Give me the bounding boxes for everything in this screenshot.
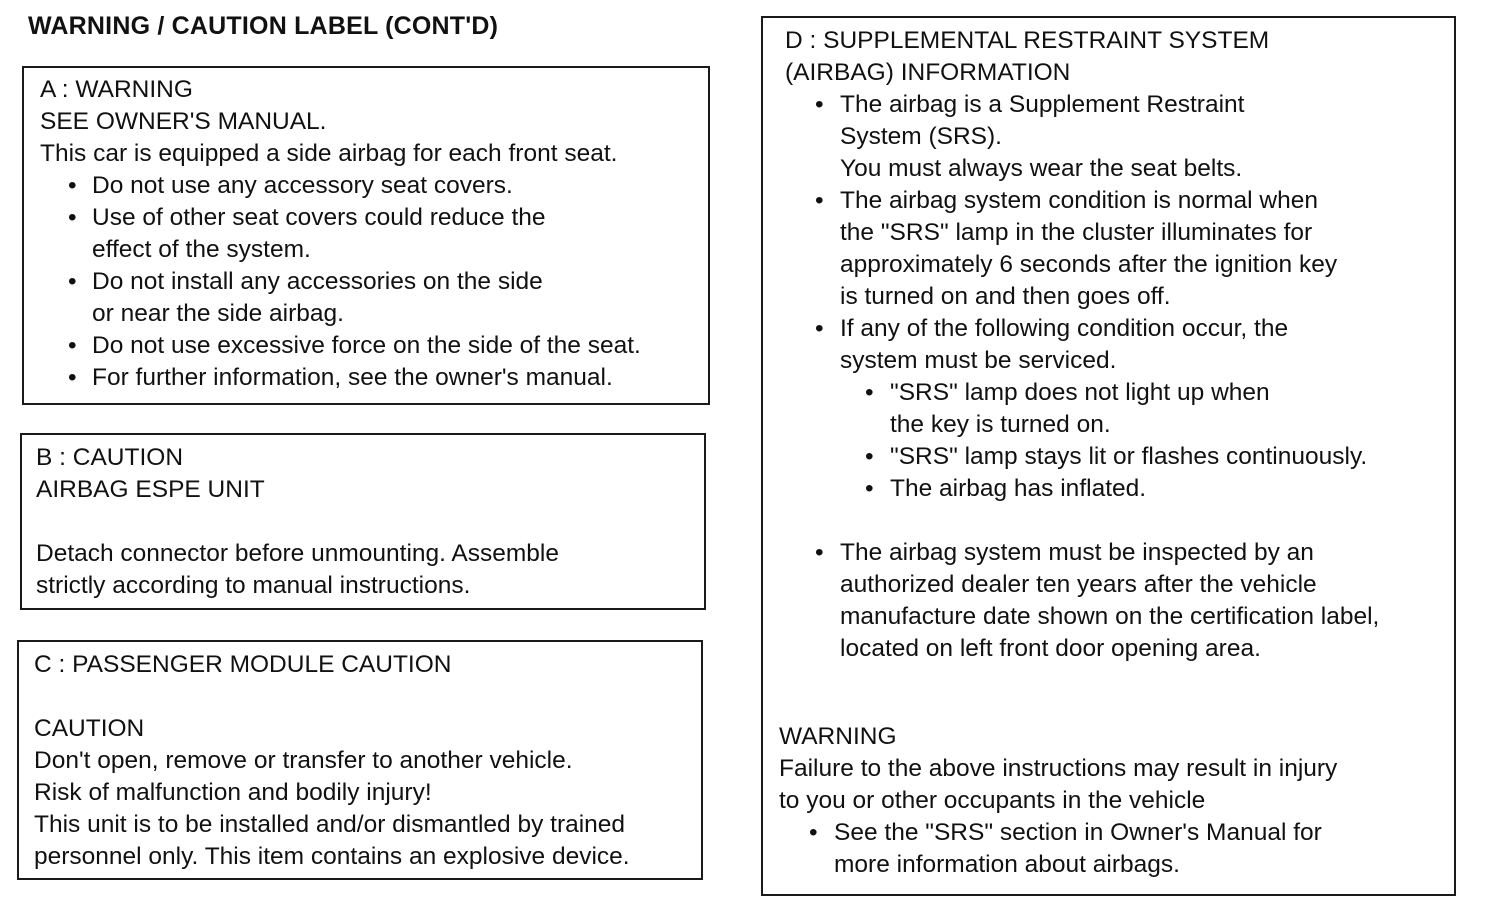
label-c-heading: C : PASSENGER MODULE CAUTION bbox=[34, 651, 452, 678]
list-item: • Do not install any accessories on the side bbox=[40, 266, 708, 298]
label-c-text: This unit is to be installed and/or dismantled by trained bbox=[34, 811, 626, 838]
label-c-text: Risk of malfunction and bodily injury! bbox=[34, 779, 432, 806]
sub-list-item-continuation: the key is turned on. bbox=[890, 411, 1111, 438]
list-item-continuation: more information about airbags. bbox=[834, 851, 1180, 878]
list-item: • For further information, see the owner's manual. bbox=[40, 362, 708, 394]
list-item: • If any of the following condition occur, the bbox=[785, 313, 1454, 345]
list-item-continuation: System (SRS). bbox=[840, 123, 1002, 150]
list-item-continuation: system must be serviced. bbox=[840, 347, 1117, 374]
list-item-continuation: effect of the system. bbox=[92, 236, 311, 263]
spacer bbox=[36, 506, 704, 538]
list-item-continuation: authorized dealer ten years after the vehicle bbox=[840, 571, 1317, 598]
label-d-warning-block bbox=[779, 721, 1454, 881]
spacer bbox=[785, 505, 1454, 537]
list-item: • Do not use excessive force on the side of the seat. bbox=[40, 330, 708, 362]
label-b-text: strictly according to manual instructions. bbox=[36, 572, 471, 599]
label-c-text: personnel only. This item contains an explosive device. bbox=[34, 843, 630, 870]
page-title: WARNING / CAUTION LABEL (CONT'D) bbox=[28, 12, 499, 40]
sub-list-item: • "SRS" lamp stays lit or flashes continuously. bbox=[785, 441, 1454, 473]
list-item-continuation: the "SRS" lamp in the cluster illuminates for bbox=[840, 219, 1313, 246]
label-c-text: Don't open, remove or transfer to another vehicle. bbox=[34, 747, 573, 774]
spacer bbox=[34, 681, 701, 713]
list-item-continuation: is turned on and then goes off. bbox=[840, 283, 1171, 310]
list-item: • The airbag is a Supplement Restraint bbox=[785, 89, 1454, 121]
list-item-continuation: or near the side airbag. bbox=[92, 300, 344, 327]
label-a-intro: This car is equipped a side airbag for each front seat. bbox=[40, 140, 618, 167]
list-item-continuation: manufacture date shown on the certification label, bbox=[840, 603, 1380, 630]
label-d-heading: (AIRBAG) INFORMATION bbox=[785, 59, 1071, 86]
caution-label-c bbox=[17, 640, 703, 880]
sub-list-item: • "SRS" lamp does not light up when bbox=[785, 377, 1454, 409]
label-d-warning-text: to you or other occupants in the vehicle bbox=[779, 787, 1206, 814]
list-item: • Use of other seat covers could reduce the bbox=[40, 202, 708, 234]
label-a-heading: A : WARNING bbox=[40, 76, 193, 103]
label-b-subheading: AIRBAG ESPE UNIT bbox=[36, 476, 265, 503]
label-b-heading: B : CAUTION bbox=[36, 444, 184, 471]
list-item-continuation: approximately 6 seconds after the ignition key bbox=[840, 251, 1338, 278]
label-c-caution: CAUTION bbox=[34, 715, 145, 742]
label-b-text: Detach connector before unmounting. Assemble bbox=[36, 540, 559, 567]
list-item-continuation: You must always wear the seat belts. bbox=[840, 155, 1243, 182]
list-item-continuation: located on left front door opening area. bbox=[840, 635, 1261, 662]
list-item: • Do not use any accessory seat covers. bbox=[40, 170, 708, 202]
label-d-warning-text: Failure to the above instructions may result in injury bbox=[779, 755, 1338, 782]
label-a-subheading: SEE OWNER'S MANUAL. bbox=[40, 108, 327, 135]
list-item: • The airbag system must be inspected by an bbox=[785, 537, 1454, 569]
caution-label-b bbox=[20, 433, 706, 610]
list-item: • The airbag system condition is normal when bbox=[785, 185, 1454, 217]
label-d-heading: D : SUPPLEMENTAL RESTRAINT SYSTEM bbox=[785, 27, 1270, 54]
srs-info-label-d bbox=[761, 16, 1456, 896]
list-item: • See the "SRS" section in Owner's Manual for bbox=[779, 817, 1454, 849]
warning-label-a bbox=[22, 66, 710, 405]
spacer bbox=[785, 665, 1454, 721]
sub-list-item: • The airbag has inflated. bbox=[785, 473, 1454, 505]
label-d-warning: WARNING bbox=[779, 723, 897, 750]
